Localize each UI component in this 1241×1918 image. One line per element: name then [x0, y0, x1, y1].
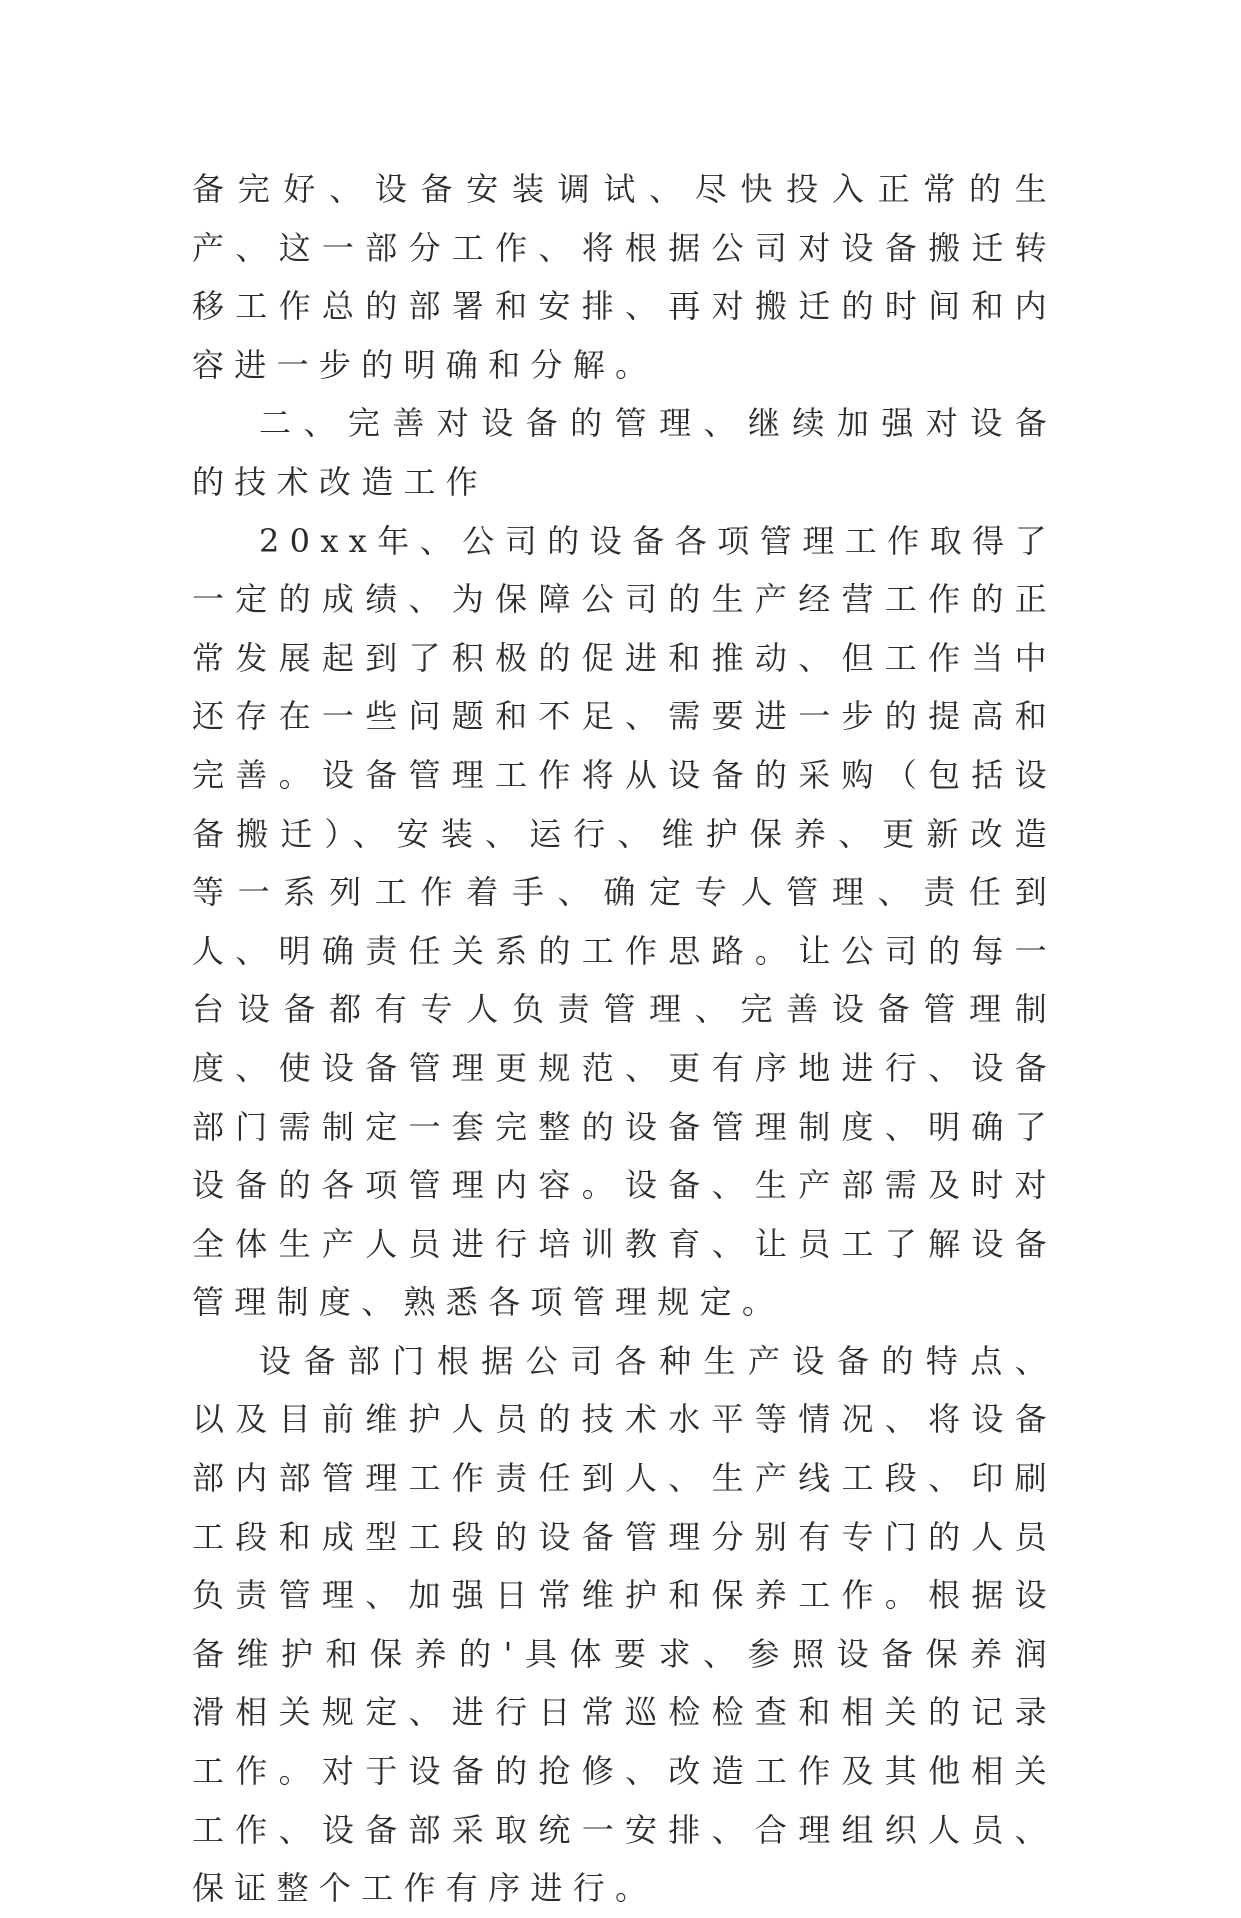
document-body — [192, 160, 1057, 1918]
paragraph-management: 20xx年、公司的设备各项管理工作取得了一定的成绩、为保障公司的生产经营工作的正常发展起到了积极的促进和推动、但工作当中还存在一些问题和不足、需要进一步的提高和完善。设备管理工作将从设备的采购（包括设备搬迁）、安装、运行、维护保养、更新改造等一系列工作着手、确定专人管理、责任到人、明确责任关系的工作思路。让公司的每一台设备都有专人负责管理、完善设备管理制度、使设备管理更规范、更有序地进行、设备部门需制定一套完整的设备管理制度、明确了设备的各项管理内容。设备、生产部需及时对全体生产人员进行培训教育、让员工了解设备管理制度、熟悉各项管理规定。 — [192, 521, 1057, 1322]
section-heading: 二、完善对设备的管理、继续加强对设备的技术改造工作 — [192, 404, 1057, 501]
paragraph-continuation: 备完好、设备安装调试、尽快投入正常的生产、这一部分工作、将根据公司对设备搬迁转移工作总的部署和安排、再对搬迁的时间和内容进一步的明确和分解。 — [192, 170, 1057, 384]
paragraph-department: 设备部门根据公司各种生产设备的特点、以及目前维护人员的技术水平等情况、将设备部内部管理工作责任到人、生产线工段、印刷工段和成型工段的设备管理分别有专门的人员负责管理、加强日常维护和保养工作。根据设备维护和保养的'具体要求、参照设备保养润滑相关规定、进行日常巡检检查和相关的记录工作。对于设备的抢修、改造工作及其他相关工作、设备部采取统一安排、合理组织人员、保证整个工作有序进行。 — [192, 1341, 1057, 1908]
